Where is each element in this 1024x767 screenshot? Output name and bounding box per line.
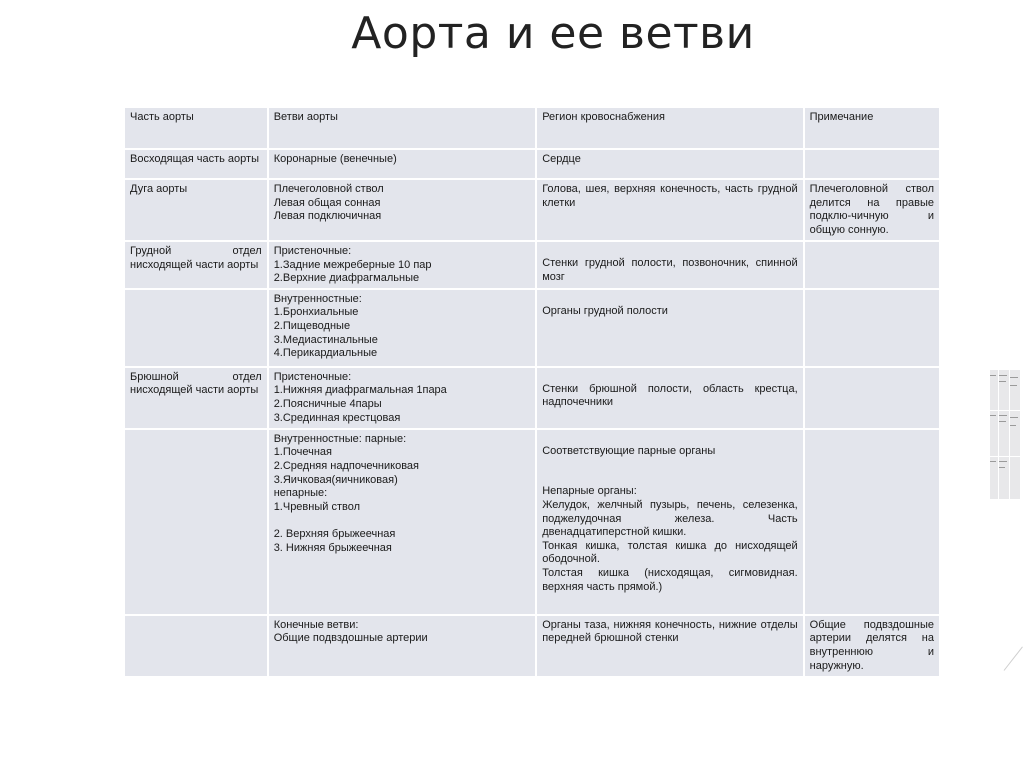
cell-note	[804, 149, 940, 179]
cell-branches: Конечные ветви: Общие подвздошные артерии	[268, 615, 537, 677]
table-header-row	[124, 107, 940, 149]
slide-thumbnail-preview	[989, 369, 1024, 499]
cell-region: Стенки грудной полости, позвоночник, спинной мозг	[536, 241, 803, 289]
page-curl-line	[1004, 647, 1023, 671]
cell-note	[804, 289, 940, 367]
region-unpaired-2: Тонкая кишка, толстая кишка до нисходящей ободочной.	[542, 539, 798, 566]
cell-note	[804, 429, 940, 615]
table-row	[124, 149, 940, 179]
table-row	[124, 289, 940, 367]
cell-note	[804, 241, 940, 289]
cell-part	[124, 615, 268, 677]
cell-note: Общие подвздошные артерии делятся на внутреннюю и наружную.	[804, 615, 940, 677]
cell-region: Органы таза, нижняя конечность, нижние отделы передней брюшной стенки	[536, 615, 803, 677]
slide-title: Аорта и ее ветви	[351, 8, 755, 59]
table-row	[124, 367, 940, 429]
cell-part: Грудной отдел нисходящей части аорты	[124, 241, 268, 289]
cell-branches: Внутренностные: парные: 1.Почечная 2.Средняя надпочечниковая 3.Яичковая(яичниковая) непарные: 1.Чревный ствол 2. Верхняя брыжеечная 3. Нижняя брыжеечная	[268, 429, 537, 615]
cell-region	[536, 429, 803, 615]
cell-region: Стенки брюшной полости, область крестца, надпочечники	[536, 367, 803, 429]
region-unpaired-label: Непарные органы:	[542, 485, 637, 498]
header-region: Регион кровоснабжения	[536, 107, 803, 149]
cell-region: Сердце	[536, 149, 803, 179]
cell-part: Восходящая часть аорты	[124, 149, 268, 179]
header-note: Примечание	[804, 107, 940, 149]
cell-branches: Внутренностные: 1.Бронхиальные 2.Пищеводные 3.Медиастинальные 4.Перикардиальные	[268, 289, 537, 367]
cell-part	[124, 289, 268, 367]
cell-part	[124, 429, 268, 615]
region-paired: Соответствующие парные органы	[542, 444, 716, 457]
table-row	[124, 615, 940, 677]
cell-branches: Коронарные (венечные)	[268, 149, 537, 179]
cell-note	[804, 367, 940, 429]
cell-part: Брюшной отдел нисходящей части аорты	[124, 367, 268, 429]
table-row	[124, 241, 940, 289]
cell-branches: Пристеночные: 1.Нижняя диафрагмальная 1пара 2.Поясничные 4пары 3.Срединная крестцовая	[268, 367, 537, 429]
region-unpaired-1: Желудок, желчный пузырь, печень, селезенка, поджелудочная железа. Часть двенадцатиперстной кишки.	[542, 498, 798, 539]
header-part: Часть аорты	[124, 107, 268, 149]
cell-part: Дуга аорты	[124, 179, 268, 241]
aorta-branches-table	[123, 106, 941, 678]
cell-branches: Плечеголовной ствол Левая общая сонная Левая подключичная	[268, 179, 537, 241]
cell-note: Плечеголовной ствол делится на правые подклю-чичную и общую сонную.	[804, 179, 940, 241]
region-unpaired-3: Толстая кишка (нисходящая, сигмовидная. верхняя часть прямой.)	[542, 566, 798, 593]
cell-region: Голова, шея, верхняя конечность, часть грудной клетки	[536, 179, 803, 241]
cell-region: Органы грудной полости	[536, 289, 803, 367]
table-row	[124, 429, 940, 615]
table-row	[124, 179, 940, 241]
cell-branches: Пристеночные: 1.Задние межреберные 10 пар 2.Верхние диафрагмальные	[268, 241, 537, 289]
header-branches: Ветви аорты	[268, 107, 537, 149]
